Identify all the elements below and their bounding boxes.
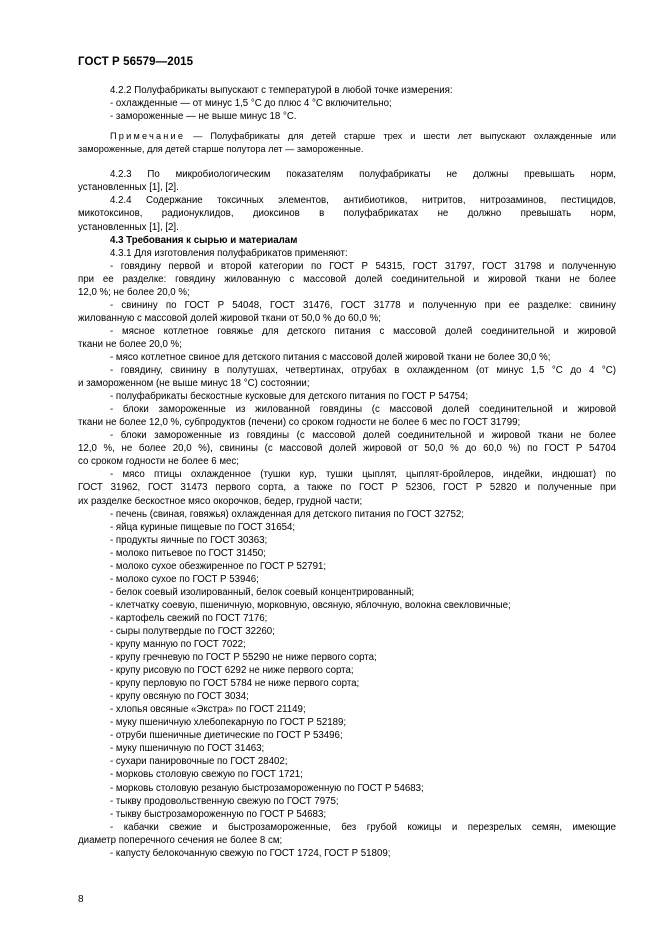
list-item-line: - сыры полутвердые по ГОСТ 32260; [110,625,275,637]
note-block [78,130,616,155]
clause-4-2-2 [92,84,616,123]
list-item-line: - полуфабрикаты бескостные кусковые для детского питания по ГОСТ Р 54754; [110,391,469,403]
list-item-line: ткани не более 12,0 %, субпродуктов (печени) со сроком годности не более 6 мес по ГОСТ 31799; [78,417,521,429]
list-item-line: - мясо котлетное свиное для детского питания с массовой долей жировой ткани не более 30,0 %; [110,351,551,363]
list-item-line: - крупу рисовую по ГОСТ 6292 не ниже первого сорта; [110,665,354,677]
list-item-line: - капусту белокочанную свежую по ГОСТ 1724, ГОСТ Р 51809; [110,847,391,859]
list-item-line: - муку пшеничную хлебопекарную по ГОСТ Р 52189; [110,717,347,729]
list-item-line: - молоко сухое обезжиренное по ГОСТ Р 52791; [110,560,327,572]
list-item-line: со сроком годности не более 6 мес; [78,456,239,468]
list-item-line: 12,0 %, не более 20,0 %), свинины (с массовой долей жировой от 50,0 % до 60,0 %) по ГОСТ Р 54704 [78,443,616,455]
list-item-line: - отруби пшеничные диетические по ГОСТ Р 53496; [110,730,343,742]
list-item-line: - белок соевый изолированный, белок соевый концентрированный; [110,586,415,598]
section-heading: 4.3 Требования к сырью и материалам [110,234,298,246]
note-label: Примечание [110,131,186,142]
paragraph-line: установленных [1], [2]. [78,182,179,194]
list-item-line: - говядину первой и второй категории по ГОСТ Р 54315, ГОСТ 31797, ГОСТ 31798 и полученную [110,260,616,272]
list-item-line: жилованную с массовой долей жировой ткани от 50,0 % до 60,0 %; [78,312,381,324]
clauses-4-2-3-4-2-4 [78,168,616,233]
paragraph-line: 4.2.4 Содержание токсичных элементов, антибиотиков, нитритов, нитрозаминов, пестицидов, [110,195,616,207]
list-item-line: - крупу овсяную по ГОСТ 3034; [110,691,249,703]
document-header: ГОСТ Р 56579—2015 [78,56,194,68]
list-item-line: - муку пшеничную по ГОСТ 31463; [110,743,265,755]
paragraph-line: 4.2.2 Полуфабрикаты выпускают с температурой в любой точке измерения: [110,85,453,96]
list-item-line: - мясо птицы охлажденное (тушки кур, тушки цыплят, цыплят-бройлеров, индейки, индюшат) по [110,469,616,481]
clause-4-3-1-intro: 4.3.1 Для изготовления полуфабрикатов применяют: [110,247,348,259]
list-item-line: их разделке бескостное мясо окорочков, бедер, грудной части; [78,495,363,507]
page-number: 8 [78,894,84,905]
list-item-line: - свинину по ГОСТ Р 54048, ГОСТ 31476, ГОСТ 31778 и полученную при ее разделке: свинину [110,299,616,311]
list-item-line: - хлопья овсяные «Экстра» по ГОСТ 21149; [110,704,306,716]
list-item-line: - молоко сухое по ГОСТ Р 53946; [110,573,259,585]
paragraph-line: микотоксинов, радионуклидов, диоксинов в полуфабрикатах не должно превышать норм, [78,208,616,220]
list-item-line: - сухари панировочные по ГОСТ 28402; [110,756,288,768]
list-item-line: - мясное котлетное говяжье для детского питания с массовой долей соединительной и жировой [110,325,616,337]
list-item-line: - крупу гречневую по ГОСТ Р 55290 не ниже первого сорта; [110,652,377,664]
paragraph-line: - охлажденные — от минус 1,5 °С до плюс 4 °С включительно; [110,98,392,110]
list-item-line: - тыкву продовольственную свежую по ГОСТ 7975; [110,795,339,807]
list-item-line: - яйца куриные пищевые по ГОСТ 31654; [110,521,296,533]
list-item-line: - блоки замороженные из говядины (с массовой долей соединительной и жировой ткани не более [110,430,616,442]
list-item-line: 12,0 %; не более 20,0 %; [78,286,190,298]
document-body [78,84,616,860]
list-item-line: - крупу перловую по ГОСТ 5784 не ниже первого сорта; [110,678,360,690]
note-line: замороженные, для детей старше полутора лет — замороженные. [78,143,364,154]
list-item-line: - морковь столовую резаную быстрозамороженную по ГОСТ Р 54683; [110,782,424,794]
list-item-line: - блоки замороженные из жилованной говядины (с массовой долей соединительной и жировой [110,404,616,416]
list-item-line: - морковь столовую свежую по ГОСТ 1721; [110,769,303,781]
note-text: — Полуфабрикаты для детей старше трех и шести лет выпускают охлажденные или [193,131,616,142]
list-item-line: - крупу манную по ГОСТ 7022; [110,639,246,651]
paragraph-line: - замороженные — не выше минус 18 °С. [110,111,297,123]
list-item-line: и замороженном (не выше минус 18 °С) состоянии; [78,378,310,390]
list-item-line: - клетчатку соевую, пшеничную, морковную, овсяную, яблочную, волокна свекловичные; [110,599,511,611]
list-item-line: ткани не более 20,0 %; [78,338,182,350]
list-item-line: ГОСТ 31962, ГОСТ 31473 первого сорта, а также по ГОСТ Р 52306, ГОСТ Р 52820 и полученные при [78,482,616,494]
list-item-line: - молоко питьевое по ГОСТ 31450; [110,547,266,559]
list-item-line: диаметр поперечного сечения не более 8 см; [78,834,283,846]
paragraph-line: установленных [1], [2]. [78,221,179,233]
list-item-line: - продукты яичные по ГОСТ 30363; [110,534,268,546]
list-item-line: при ее разделке: говядину жилованную с массовой долей соединительной и жировой ткани не более [78,273,616,285]
list-item-line: - кабачки свежие и быстрозамороженные, без грубой кожицы и перезрелых семян, имеющие [110,821,616,833]
list-item-line: - картофель свежий по ГОСТ 7176; [110,612,268,624]
list-item-line: - тыкву быстрозамороженную по ГОСТ Р 54683; [110,808,327,820]
note-line [92,130,616,143]
paragraph-line: 4.2.3 По микробиологическим показателям полуфабрикаты не должны превышать норм, [110,169,616,181]
materials-list [78,260,616,860]
list-item-line: - говядину, свинину в полутушах, четвертинах, отрубах в охлажденном (от минус 1,5 °С до 4 °С) [110,365,616,377]
list-item-line: - печень (свиная, говяжья) охлажденная для детского питания по ГОСТ 32752; [110,508,464,520]
